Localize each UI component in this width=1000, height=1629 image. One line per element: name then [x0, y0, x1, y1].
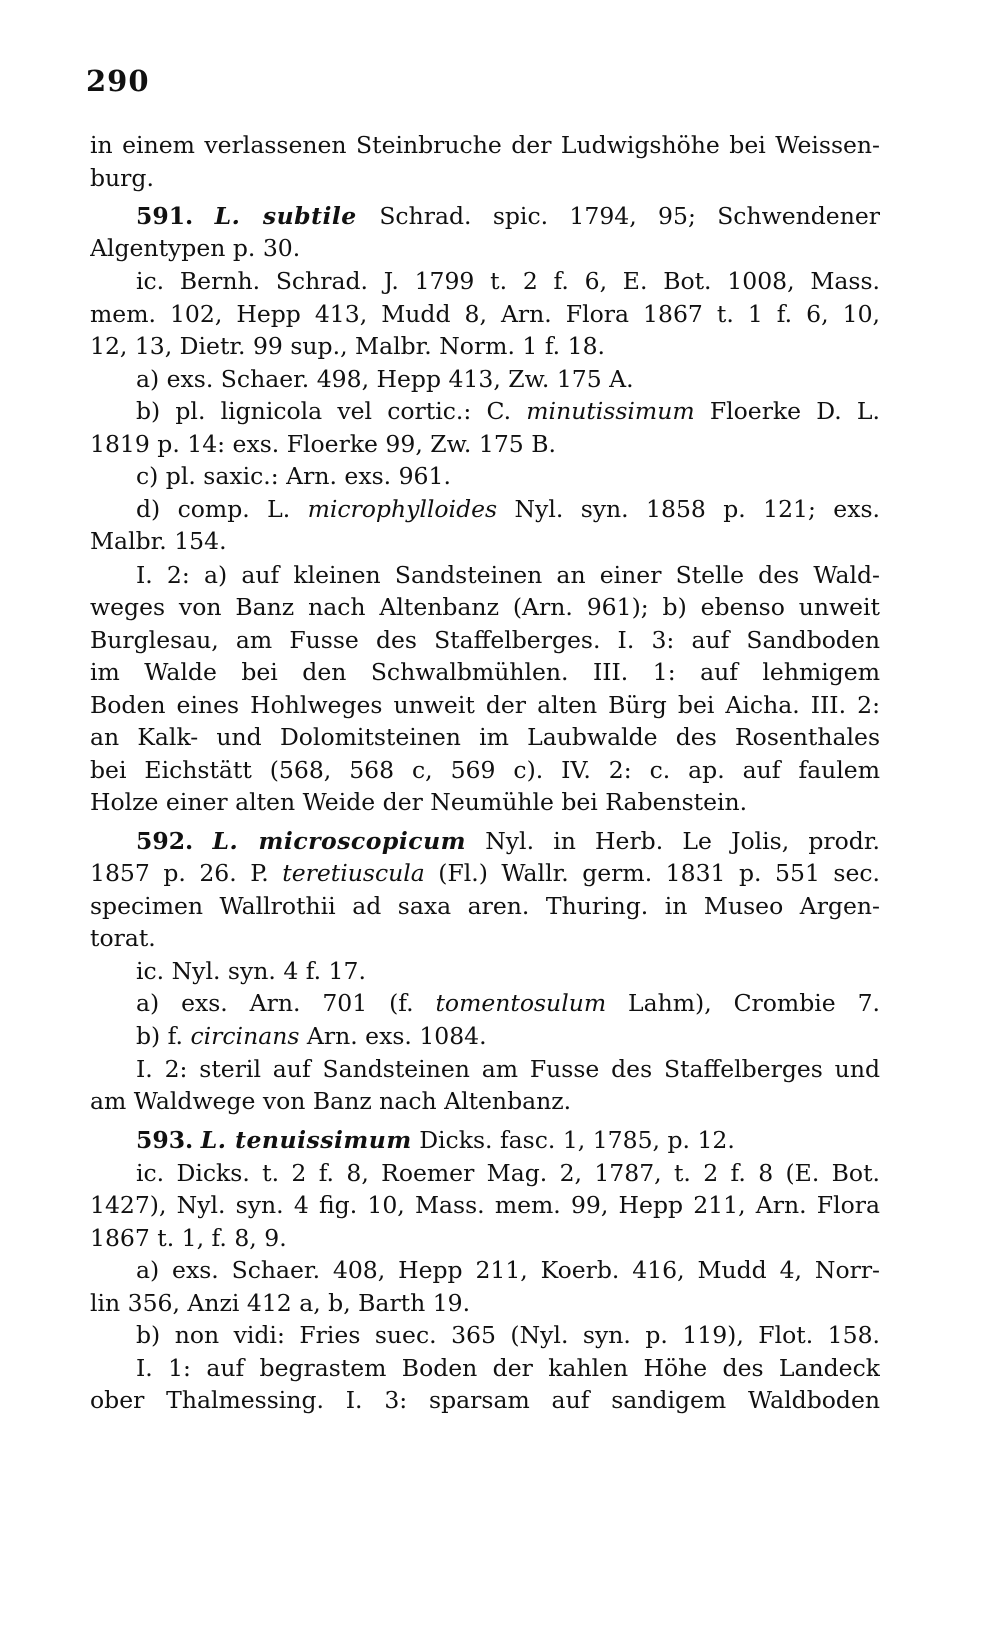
text-line: a) exs. Arn. 701 (f. tomentosulum Lahm), Crombie 7.	[136, 989, 880, 1017]
species-name: L. tenuissimum	[200, 1126, 412, 1154]
text-line: b) pl. lignicola vel cortic.: C. minutissimum Floerke D. L.	[136, 397, 880, 425]
text-line: 1427), Nyl. syn. 4 fig. 10, Mass. mem. 99, Hepp 211, Arn. Flora	[90, 1191, 880, 1219]
text-line: ic. Nyl. syn. 4 f. 17.	[136, 957, 366, 985]
text-line: Malbr. 154.	[90, 527, 227, 555]
text-line: burg.	[90, 164, 154, 192]
text-line: an Kalk- und Dolomitsteinen im Laubwalde des Rosenthales	[90, 723, 880, 751]
italic-term: teretiuscula	[282, 859, 425, 887]
text-line: d) comp. L. microphylloides Nyl. syn. 1858 p. 121; exs.	[136, 495, 880, 523]
text-line: a) exs. Schaer. 498, Hepp 413, Zw. 175 A.	[136, 365, 634, 393]
text-line: mem. 102, Hepp 413, Mudd 8, Arn. Flora 1867 t. 1 f. 6, 10,	[90, 300, 880, 328]
text-line: 12, 13, Dietr. 99 sup., Malbr. Norm. 1 f. 18.	[90, 332, 605, 360]
species-number: 592.	[136, 827, 194, 855]
text-line: ober Thalmessing. I. 3: sparsam auf sandigem Waldboden	[90, 1386, 880, 1414]
text-line: specimen Wallrothii ad saxa aren. Thuring. in Museo Argen-	[90, 892, 880, 920]
text-line: 1867 t. 1, f. 8, 9.	[90, 1224, 287, 1252]
italic-term: microphylloides	[307, 495, 498, 523]
text-line: bei Eichstätt (568, 568 c, 569 c). IV. 2: c. ap. auf faulem	[90, 756, 880, 784]
text-line: 592. L. microscopicum Nyl. in Herb. Le Jolis, prodr.	[136, 827, 880, 855]
text-line: b) f. circinans Arn. exs. 1084.	[136, 1022, 487, 1050]
text-line: I. 1: auf begrastem Boden der kahlen Höhe des Landeck	[136, 1354, 880, 1382]
italic-term: tomentosulum	[435, 989, 607, 1017]
text-line: 593. L. tenuissimum Dicks. fasc. 1, 1785, p. 12.	[136, 1126, 735, 1154]
text-line: I. 2: a) auf kleinen Sandsteinen an einer Stelle des Wald-	[136, 561, 880, 589]
text-line: ic. Dicks. t. 2 f. 8, Roemer Mag. 2, 1787, t. 2 f. 8 (E. Bot.	[136, 1159, 880, 1187]
page-number: 290	[86, 64, 150, 98]
text-line: b) non vidi: Fries suec. 365 (Nyl. syn. p. 119), Flot. 158.	[136, 1321, 880, 1349]
text-line: Algentypen p. 30.	[90, 234, 301, 262]
text-line: torat.	[90, 924, 156, 952]
text-line: a) exs. Schaer. 408, Hepp 211, Koerb. 416, Mudd 4, Norr-	[136, 1256, 880, 1284]
text-line: 1819 p. 14: exs. Floerke 99, Zw. 175 B.	[90, 430, 556, 458]
text-line: Burglesau, am Fusse des Staffelberges. I. 3: auf Sandboden	[90, 626, 880, 654]
species-number: 593.	[136, 1126, 194, 1154]
text-line: in einem verlassenen Steinbruche der Ludwigshöhe bei Weissen-	[90, 131, 880, 159]
text-line: ic. Bernh. Schrad. J. 1799 t. 2 f. 6, E. Bot. 1008, Mass.	[136, 267, 880, 295]
text-line: lin 356, Anzi 412 a, b, Barth 19.	[90, 1289, 471, 1317]
text-line: Boden eines Hohlweges unweit der alten Bürg bei Aicha. III. 2:	[90, 691, 880, 719]
text-line: weges von Banz nach Altenbanz (Arn. 961); b) ebenso unweit	[90, 593, 880, 621]
text-line: I. 2: steril auf Sandsteinen am Fusse des Staffelberges und	[136, 1055, 880, 1083]
species-name: L. microscopicum	[212, 827, 467, 855]
species-number: 591.	[136, 202, 194, 230]
italic-term: minutissimum	[526, 397, 695, 425]
text-line: c) pl. saxic.: Arn. exs. 961.	[136, 462, 451, 490]
text-line: 591. L. subtile Schrad. spic. 1794, 95; Schwendener	[136, 202, 880, 230]
text-line: am Waldwege von Banz nach Altenbanz.	[90, 1087, 572, 1115]
text-line: 1857 p. 26. P. teretiuscula (Fl.) Wallr. germ. 1831 p. 551 sec.	[90, 859, 880, 887]
species-name: L. subtile	[214, 202, 380, 230]
text-line: Holze einer alten Weide der Neumühle bei Rabenstein.	[90, 788, 748, 816]
text-line: im Walde bei den Schwalbmühlen. III. 1: auf lehmigem	[90, 658, 880, 686]
italic-term: circinans	[190, 1022, 300, 1050]
